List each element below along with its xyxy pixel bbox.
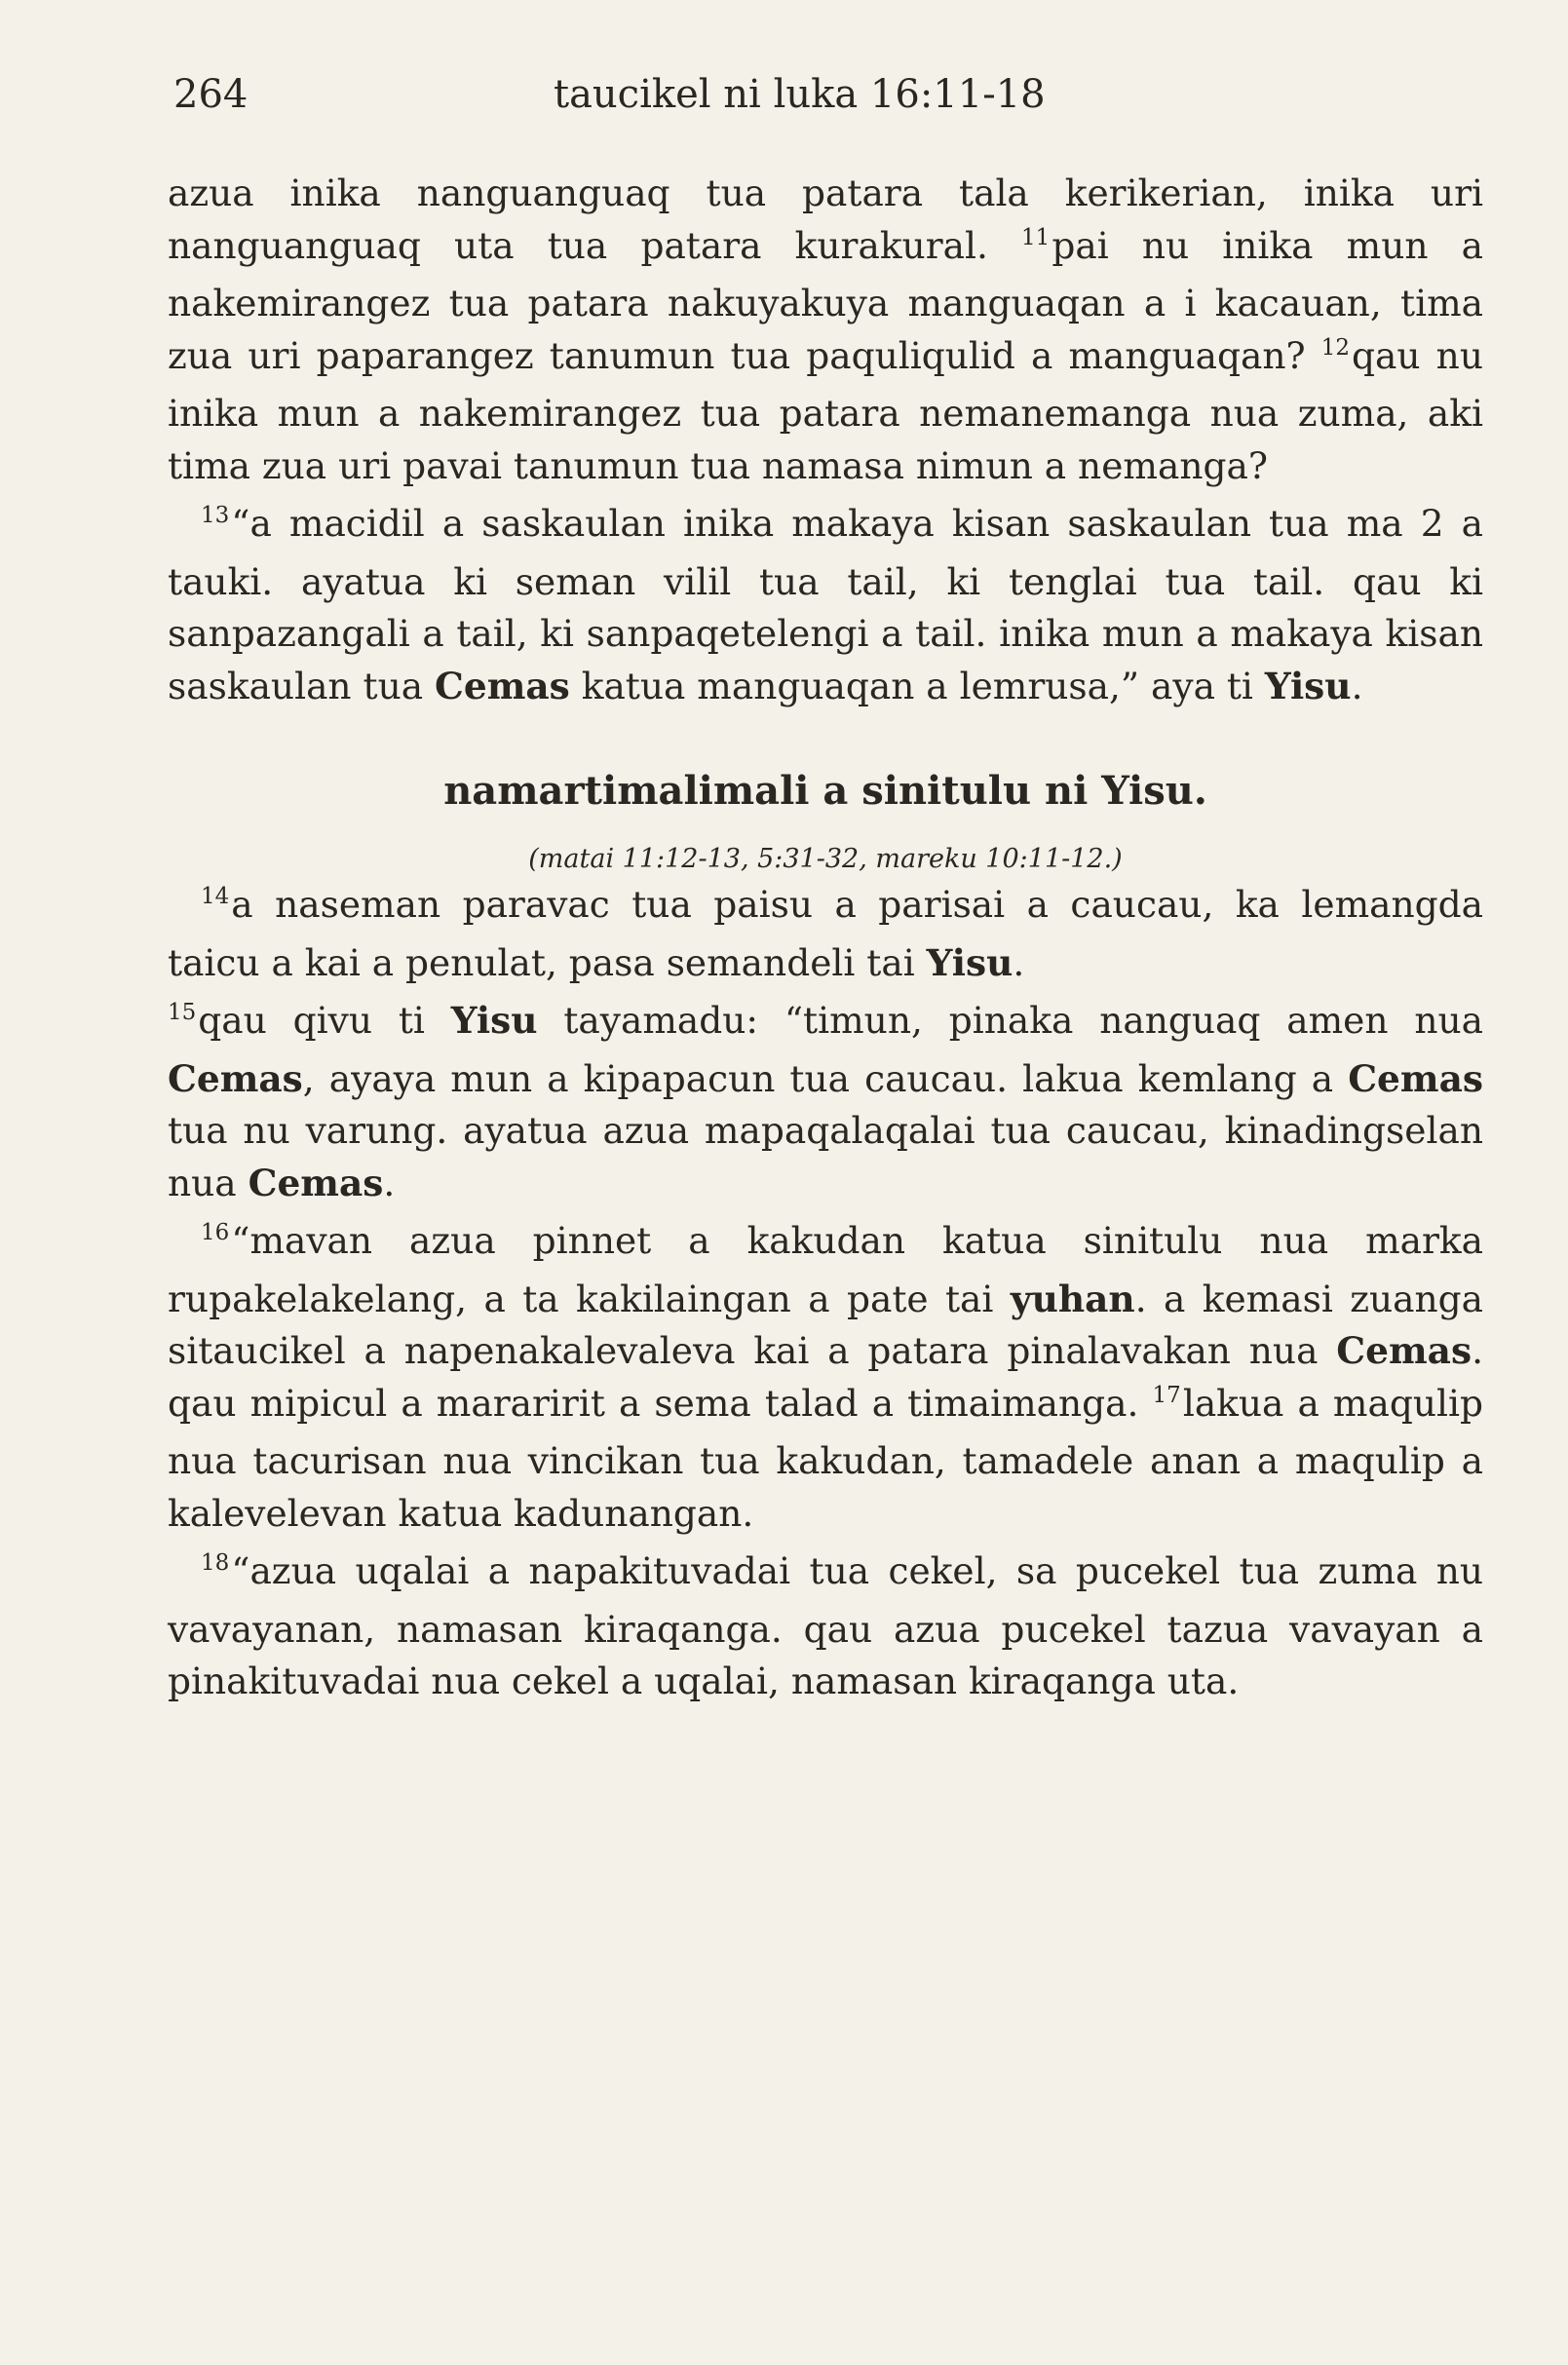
text-run: a naseman paravac tua paisu a parisai a caucau, ka lemangda taicu a kai a penulat, pasa semandeli tai bbox=[168, 883, 1483, 984]
verse-number: 13 bbox=[201, 503, 230, 528]
verse-number: 12 bbox=[1320, 334, 1351, 361]
text-run: . bbox=[383, 1161, 396, 1204]
text-run: . a kemasi zuanga sitaucikel a napenakalevaleva kai a patara pinalavakan nua bbox=[168, 1277, 1484, 1372]
paragraph bbox=[168, 995, 1483, 1209]
verse-number: 15 bbox=[168, 1000, 197, 1025]
bold-name: Cemas bbox=[1336, 1329, 1472, 1372]
bold-name: Cemas bbox=[168, 1056, 303, 1100]
section-heading bbox=[168, 764, 1483, 879]
text-run: qau nu inika mun a nakemirangez tua patara nemanemanga nua zuma, aki tima zua uri pavai tanumun tua namasa nimun a nemanga? bbox=[168, 333, 1483, 487]
verse-number: 17 bbox=[1152, 1382, 1181, 1408]
text-run: , ayaya mun a kipapacun tua caucau. lakua kemlang a bbox=[302, 1056, 1349, 1100]
page-header bbox=[173, 60, 1479, 129]
bold-name: Cemas bbox=[1348, 1056, 1483, 1100]
text-run: pai nu inika mun a nakemirangez tua patara nakuyakuya manguaqan a i kacauan, tima zua uri paparangez tanumun tua paquliqulid a manguaqan? bbox=[168, 223, 1484, 377]
text-run: “a macidil a saskaulan inika makaya kisan saskaulan tua ma 2 a tauki. ayatua ki seman vilil tua tail, ki tenglai tua tail. qau ki sanpazangali a tail, ki sanpaqetelengi a tail. inika mun a makaya kisan saskaulan tua bbox=[168, 502, 1483, 707]
running-title: taucikel ni luka 16:11-18 bbox=[554, 72, 1046, 117]
paragraphs-top bbox=[168, 168, 1483, 712]
bold-name: Yisu bbox=[926, 940, 1013, 984]
paragraph bbox=[168, 879, 1483, 989]
text-run: . qau mipicul a mararirit a sema talad a timaimanga. bbox=[168, 1329, 1483, 1425]
paragraph bbox=[168, 1215, 1483, 1540]
text-run: . bbox=[1351, 664, 1363, 707]
text-run: lakua a maqulip nua tacurisan nua vincikan tua kakudan, tamadele anan a maqulip a kalevelevan katua kadunangan. bbox=[168, 1381, 1483, 1535]
text-run: tayamadu: “timun, pinaka nanguaq amen nua bbox=[537, 999, 1483, 1042]
paragraph bbox=[168, 1545, 1483, 1708]
text-run: azua inika nanguanguaq tua patara tala kerikerian, inika uri nanguanguaq uta tua patara kurakural. bbox=[168, 172, 1483, 267]
page-number: 264 bbox=[173, 72, 249, 117]
text-run: katua manguaqan a lemrusa,” aya ti bbox=[569, 664, 1265, 707]
section-title: namartimalimali a sinitulu ni Yisu. bbox=[443, 768, 1207, 814]
bold-name: yuhan bbox=[1010, 1277, 1135, 1320]
verse-number: 18 bbox=[201, 1550, 230, 1576]
bold-name: Cemas bbox=[248, 1161, 384, 1204]
bold-name: Cemas bbox=[435, 664, 570, 707]
text-run: “azua uqalai a napakituvadai tua cekel, sa pucekel tua zuma nu vavayanan, namasan kiraqanga. qau azua pucekel tazua vavayan a pinakituvadai nua cekel a uqalai, namasan kiraqanga uta. bbox=[168, 1549, 1483, 1702]
paragraphs-bottom bbox=[168, 879, 1483, 1708]
text-run: tua nu varung. ayatua azua mapaqalaqalai tua caucau, kinadingselan nua bbox=[168, 1109, 1483, 1204]
verse-number: 14 bbox=[201, 884, 230, 909]
verse-number: 16 bbox=[201, 1220, 230, 1245]
verse-number: 11 bbox=[1021, 224, 1051, 250]
text-run: . bbox=[1013, 940, 1025, 984]
paragraph bbox=[168, 498, 1483, 712]
bold-name: Yisu bbox=[450, 999, 538, 1042]
bold-name: Yisu bbox=[1264, 664, 1352, 707]
text-run: qau qivu ti bbox=[198, 999, 451, 1042]
cross-reference: (matai 11:12-13, 5:31-32, mareku 10:11-12.) bbox=[528, 844, 1123, 874]
text-run: “mavan azua pinnet a kakudan katua sinitulu nua marka rupakelakelang, a ta kakilaingan a pate tai bbox=[168, 1219, 1483, 1320]
paragraph bbox=[168, 168, 1483, 492]
body-text bbox=[168, 168, 1483, 1708]
